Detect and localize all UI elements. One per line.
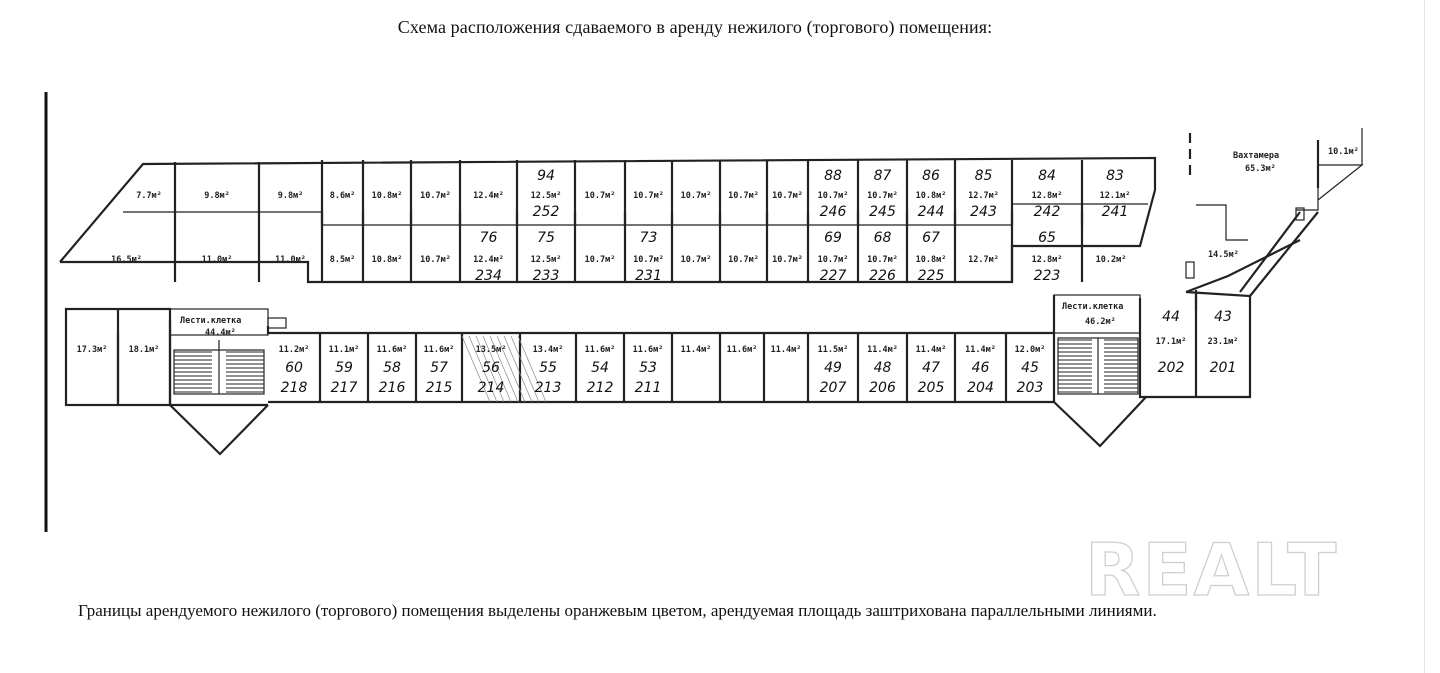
room-number: 44 (1162, 309, 1180, 325)
room-area: 8.5м² (329, 255, 356, 265)
room-code: 244 (917, 204, 945, 220)
room-code: 213 (534, 380, 562, 396)
room-area: 10.7м² (633, 191, 664, 201)
room-area: 10.7м² (420, 191, 451, 201)
room-area: 11.6м² (376, 345, 408, 355)
room-area: 10.7м² (817, 191, 849, 201)
room-code: 233 (532, 268, 560, 284)
room-area: 11.6м² (423, 345, 455, 355)
room-number: 84 (1038, 168, 1056, 184)
room-area: 13.4м² (532, 345, 564, 355)
room-code: 211 (634, 380, 662, 396)
room-area: 10.7м² (728, 255, 759, 265)
room-area: 11.4м² (770, 345, 802, 355)
room-area: 10.8м² (371, 255, 403, 265)
storage-label: Вахтамера (1233, 151, 1280, 161)
room-area: 12.1м² (1099, 191, 1131, 201)
room-area: 10.8м² (915, 255, 947, 265)
room-number: 86 (922, 168, 940, 184)
room-area: 12.4м² (473, 255, 504, 265)
page-title: Схема расположения сдаваемого в аренду нежилого (торгового) помещения: (397, 17, 993, 37)
room-number: 85 (974, 168, 993, 184)
room-code: 203 (1016, 380, 1044, 396)
room-number: 76 (479, 230, 498, 246)
room-area: 18.1м² (128, 345, 160, 355)
room-code: 242 (1033, 204, 1061, 220)
room-code: 241 (1101, 204, 1129, 220)
room-area: 10.7м² (680, 191, 712, 201)
room-area: 13.5м² (475, 345, 507, 355)
room-area: 10.7м² (420, 255, 451, 265)
room-area: 10.7м² (772, 255, 803, 265)
room-area: 11.0м² (201, 255, 233, 265)
room-area: 10.7м² (728, 191, 759, 201)
room-area: 10.7м² (867, 255, 898, 265)
stairs-right-label: Лести.клетка (1062, 302, 1124, 312)
room-area: 11.4м² (915, 345, 947, 355)
room-code: 246 (819, 204, 847, 220)
room-code: 225 (917, 268, 945, 284)
room-area: 12.8м² (1031, 255, 1063, 265)
room-number: 59 (335, 360, 353, 376)
room-code: 207 (819, 380, 847, 396)
room-number: 65 (1038, 230, 1056, 246)
lower-row (77, 309, 1239, 396)
room-area: 10.2м² (1095, 255, 1127, 265)
room-area: 10.8м² (371, 191, 403, 201)
room-code: 231 (635, 268, 662, 284)
room-code: 217 (330, 380, 358, 396)
room-code: 234 (475, 268, 502, 284)
room-area: 12.5м² (530, 255, 562, 265)
room-area: 11.6м² (584, 345, 616, 355)
room-area: 23.1м² (1207, 337, 1239, 347)
room-code: 218 (280, 380, 308, 396)
upper-bottom-row (111, 230, 1126, 284)
room-area: 17.3м² (76, 345, 108, 355)
stairs-left-steps (174, 340, 264, 394)
room-number: 88 (824, 168, 842, 184)
room-area: 8.6м² (329, 191, 356, 201)
room-code: 204 (967, 380, 994, 396)
stairs-left-area: 44.4м² (205, 328, 236, 338)
room-area: 16.5м² (111, 255, 142, 265)
room-number: 60 (285, 360, 303, 376)
footer-note: Границы арендуемого нежилого (торгового) помещения выделены оранжевым цветом, арендуемая площадь заштрихована параллельными линиями. (78, 601, 1157, 620)
room-area: 11.4м² (965, 345, 996, 355)
room-number: 47 (922, 360, 940, 376)
room-area: 11.6м² (632, 345, 664, 355)
room-code: 216 (378, 380, 406, 396)
room-area: 10.8м² (915, 191, 947, 201)
room-number: 49 (824, 360, 842, 376)
room-code: 223 (1033, 268, 1061, 284)
room-number: 68 (873, 230, 892, 246)
room-code: 214 (477, 380, 505, 396)
room-number: 54 (591, 360, 609, 376)
room-code: 202 (1157, 360, 1185, 376)
room-code: 227 (819, 268, 847, 284)
room-area: 11.6м² (726, 345, 758, 355)
storage-area-value: 65.3м² (1245, 164, 1276, 174)
room-area: 11.2м² (278, 345, 310, 355)
room-area: 11.4м² (867, 345, 898, 355)
small-room-area: 10.1м² (1328, 147, 1359, 157)
room-area: 11.4м² (680, 345, 712, 355)
room-area: 7.7м² (136, 191, 162, 201)
room-number: 48 (873, 360, 892, 376)
stairs-right-area: 46.2м² (1085, 317, 1116, 327)
stairs-right-steps (1058, 338, 1138, 394)
stairs-left-label: Лести.клетка (180, 316, 242, 326)
room-number: 67 (922, 230, 940, 246)
room-number: 94 (537, 168, 555, 184)
watermark-logo: REALT (1085, 528, 1339, 612)
rented-hatch (504, 336, 532, 402)
room-area: 12.8м² (1031, 191, 1063, 201)
room-area: 11.0м² (275, 255, 306, 265)
room-number: 46 (971, 360, 990, 376)
room-area: 12.4м² (473, 191, 504, 201)
room-code: 206 (869, 380, 896, 396)
room-number: 56 (482, 360, 500, 376)
scan-border (1424, 0, 1425, 673)
room-area: 12.5м² (530, 191, 562, 201)
room-number: 75 (537, 230, 555, 246)
room-area: 9.8м² (277, 191, 304, 201)
room-code: 226 (869, 268, 896, 284)
room-area: 10.7м² (772, 191, 803, 201)
room-code: 215 (425, 380, 453, 396)
room-code: 243 (970, 204, 997, 220)
room-number: 83 (1106, 168, 1124, 184)
room-area: 17.1м² (1155, 337, 1187, 347)
room-area: 10.7м² (817, 255, 849, 265)
room-code: 201 (1209, 360, 1237, 376)
room-area: 12.0м² (1014, 345, 1046, 355)
room-number: 73 (639, 230, 658, 246)
room-code: 252 (532, 204, 560, 220)
corner-room-area: 14.5м² (1208, 250, 1239, 260)
room-code: 245 (869, 204, 896, 220)
room-area: 10.7м² (867, 191, 898, 201)
room-code: 205 (917, 380, 945, 396)
room-number: 45 (1021, 360, 1039, 376)
room-number: 57 (430, 360, 448, 376)
room-number: 69 (824, 230, 842, 246)
room-area: 11.5м² (817, 345, 849, 355)
room-number: 55 (539, 360, 557, 376)
room-area: 12.7м² (968, 255, 999, 265)
room-number: 58 (383, 360, 401, 376)
room-number: 43 (1214, 309, 1232, 325)
room-area: 10.7м² (633, 255, 664, 265)
room-area: 12.7м² (968, 191, 999, 201)
room-number: 87 (873, 168, 892, 184)
room-area: 10.7м² (680, 255, 712, 265)
room-code: 212 (586, 380, 614, 396)
room-area: 10.7м² (584, 255, 616, 265)
room-number: 53 (639, 360, 657, 376)
room-area: 11.1м² (328, 345, 360, 355)
room-area: 10.7м² (584, 191, 616, 201)
room-area: 9.8м² (204, 191, 230, 201)
